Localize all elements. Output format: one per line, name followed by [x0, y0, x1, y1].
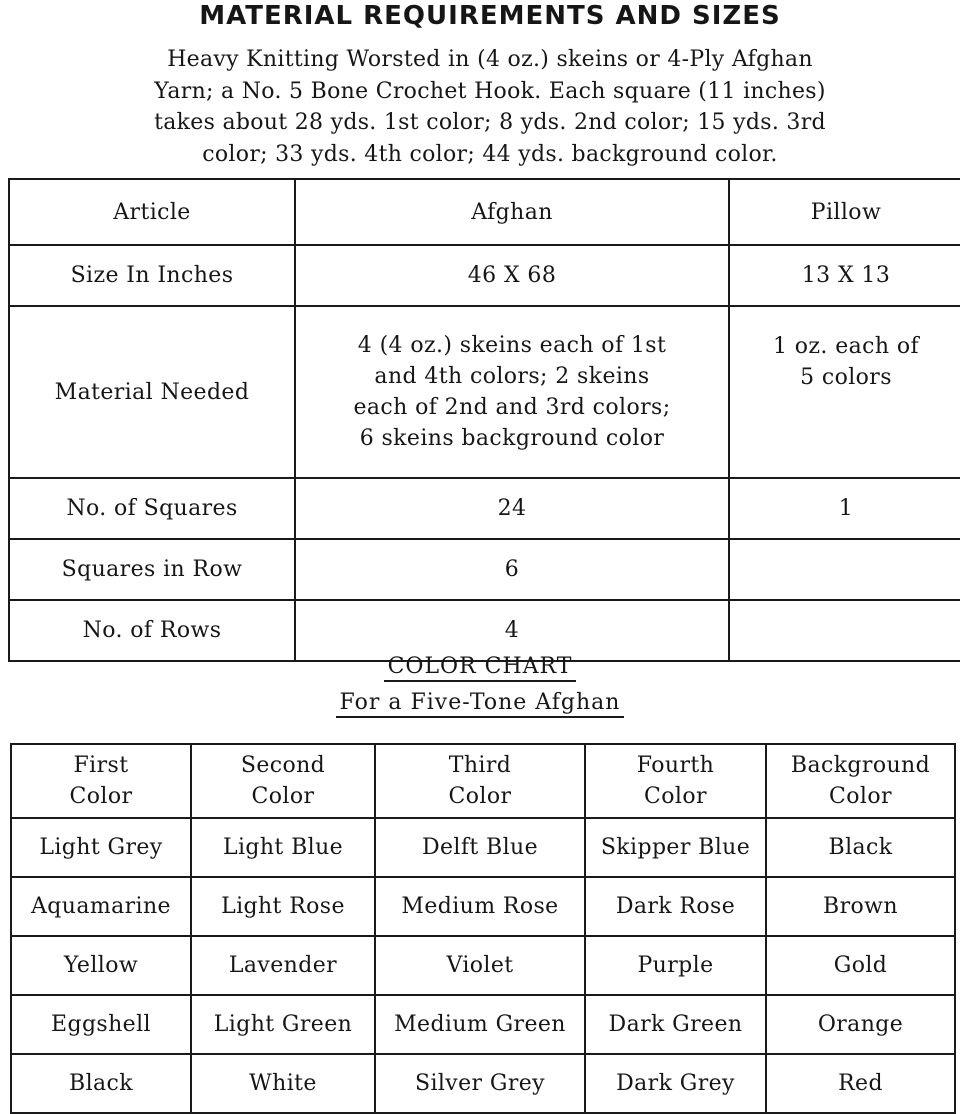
- afghan-cell: [295, 306, 729, 478]
- column-header-background-color: [766, 744, 955, 818]
- color-chart-subtitle: [0, 690, 960, 718]
- table-cell: White: [191, 1054, 375, 1113]
- table-cell: Eggshell: [11, 995, 191, 1054]
- cell-text: 6: [504, 557, 520, 582]
- table-row: [11, 936, 955, 995]
- cell-text: 13 X 13: [801, 263, 891, 288]
- cell-text: 5 colors: [800, 365, 892, 390]
- table-cell: Dark Grey: [585, 1054, 766, 1113]
- color-chart-header-row: [11, 744, 955, 818]
- cell-text: 6 skeins background color: [359, 426, 665, 451]
- cell-text: Color: [251, 784, 315, 809]
- cell-text: 4 (4 oz.) skeins each of 1st: [357, 333, 667, 358]
- color-chart-subtitle-text: For a Five-Tone Afghan: [336, 690, 625, 718]
- cell-text: 24: [497, 496, 527, 521]
- afghan-cell: [295, 600, 729, 661]
- cell-text: Color: [644, 784, 707, 809]
- cell-text: and 4th colors; 2 skeins: [374, 364, 650, 389]
- row-label: Squares in Row: [9, 539, 295, 600]
- column-header-pillow: Pillow: [729, 179, 960, 245]
- table-cell: Light Grey: [11, 818, 191, 877]
- table-row-squares: [9, 478, 960, 539]
- afghan-cell: [295, 539, 729, 600]
- page-title: MATERIAL REQUIREMENTS AND SIZES: [199, 1, 781, 31]
- column-header-second-color: [191, 744, 375, 818]
- table-cell: Black: [766, 818, 955, 877]
- column-header-afghan: Afghan: [295, 179, 729, 245]
- table-row: [11, 1054, 955, 1113]
- cell-text: 4: [504, 618, 520, 643]
- table-cell: Aquamarine: [11, 877, 191, 936]
- table-cell: Yellow: [11, 936, 191, 995]
- color-chart-title: [0, 654, 960, 682]
- table-cell: Medium Green: [375, 995, 585, 1054]
- table-cell: Silver Grey: [375, 1054, 585, 1113]
- pillow-cell: [729, 478, 960, 539]
- cell-text: Background: [790, 753, 931, 778]
- column-header-article: Article: [9, 179, 295, 245]
- table-cell: Skipper Blue: [585, 818, 766, 877]
- material-requirements-table: [8, 178, 960, 662]
- table-cell: Light Blue: [191, 818, 375, 877]
- color-chart-title-text: COLOR CHART: [384, 654, 577, 682]
- table-cell: Brown: [766, 877, 955, 936]
- row-label: Material Needed: [9, 306, 295, 478]
- table-cell: Black: [11, 1054, 191, 1113]
- cell-text: 46 X 68: [467, 263, 557, 288]
- afghan-cell: [295, 478, 729, 539]
- table-cell: Purple: [585, 936, 766, 995]
- cell-text: each of 2nd and 3rd colors;: [353, 395, 671, 420]
- table-cell: Orange: [766, 995, 955, 1054]
- table-cell: Lavender: [191, 936, 375, 995]
- row-label: Size In Inches: [9, 245, 295, 306]
- cell-text: Second: [240, 753, 326, 778]
- column-header-first-color: [11, 744, 191, 818]
- cell-text: First: [73, 753, 129, 778]
- row-label: No. of Squares: [9, 478, 295, 539]
- intro-line: color; 33 yds. 4th color; 44 yds. background color.: [202, 141, 778, 167]
- table-cell: Violet: [375, 936, 585, 995]
- cell-text: Color: [69, 784, 133, 809]
- column-header-fourth-color: [585, 744, 766, 818]
- pillow-cell: [729, 539, 960, 600]
- intro-line: Heavy Knitting Worsted in (4 oz.) skeins or 4-Ply Afghan: [167, 47, 813, 72]
- cell-text: Third: [448, 753, 512, 778]
- table-cell: Light Rose: [191, 877, 375, 936]
- column-header-third-color: [375, 744, 585, 818]
- table-cell: Gold: [766, 936, 955, 995]
- table-cell: Light Green: [191, 995, 375, 1054]
- cell-text: 1 oz. each of: [772, 334, 920, 359]
- pillow-cell: [729, 245, 960, 306]
- pillow-cell: [729, 306, 960, 478]
- table-row-size: [9, 245, 960, 306]
- row-label: No. of Rows: [9, 600, 295, 661]
- intro-line: Yarn; a No. 5 Bone Crochet Hook. Each square (11 inches): [154, 78, 826, 104]
- afghan-cell: [295, 245, 729, 306]
- color-chart-table: [10, 743, 956, 1114]
- table-row-squares-in-row: [9, 539, 960, 600]
- cell-text: 1: [838, 496, 854, 521]
- table-cell: Dark Green: [585, 995, 766, 1054]
- table-row: [11, 995, 955, 1054]
- table-row-rows: [9, 600, 960, 661]
- table-row: [11, 877, 955, 936]
- intro-line: takes about 28 yds. 1st color; 8 yds. 2nd color; 15 yds. 3rd: [154, 110, 826, 135]
- table-cell: Red: [766, 1054, 955, 1113]
- table-row-material: [9, 306, 960, 478]
- pillow-cell: [729, 600, 960, 661]
- cell-text: Fourth: [636, 753, 715, 778]
- table-row: [11, 818, 955, 877]
- cell-text: Color: [829, 784, 892, 809]
- table-cell: Medium Rose: [375, 877, 585, 936]
- table-header-row: [9, 179, 960, 245]
- cell-text: Color: [448, 784, 512, 809]
- intro-paragraph: [40, 44, 940, 170]
- table-cell: Dark Rose: [585, 877, 766, 936]
- table-cell: Delft Blue: [375, 818, 585, 877]
